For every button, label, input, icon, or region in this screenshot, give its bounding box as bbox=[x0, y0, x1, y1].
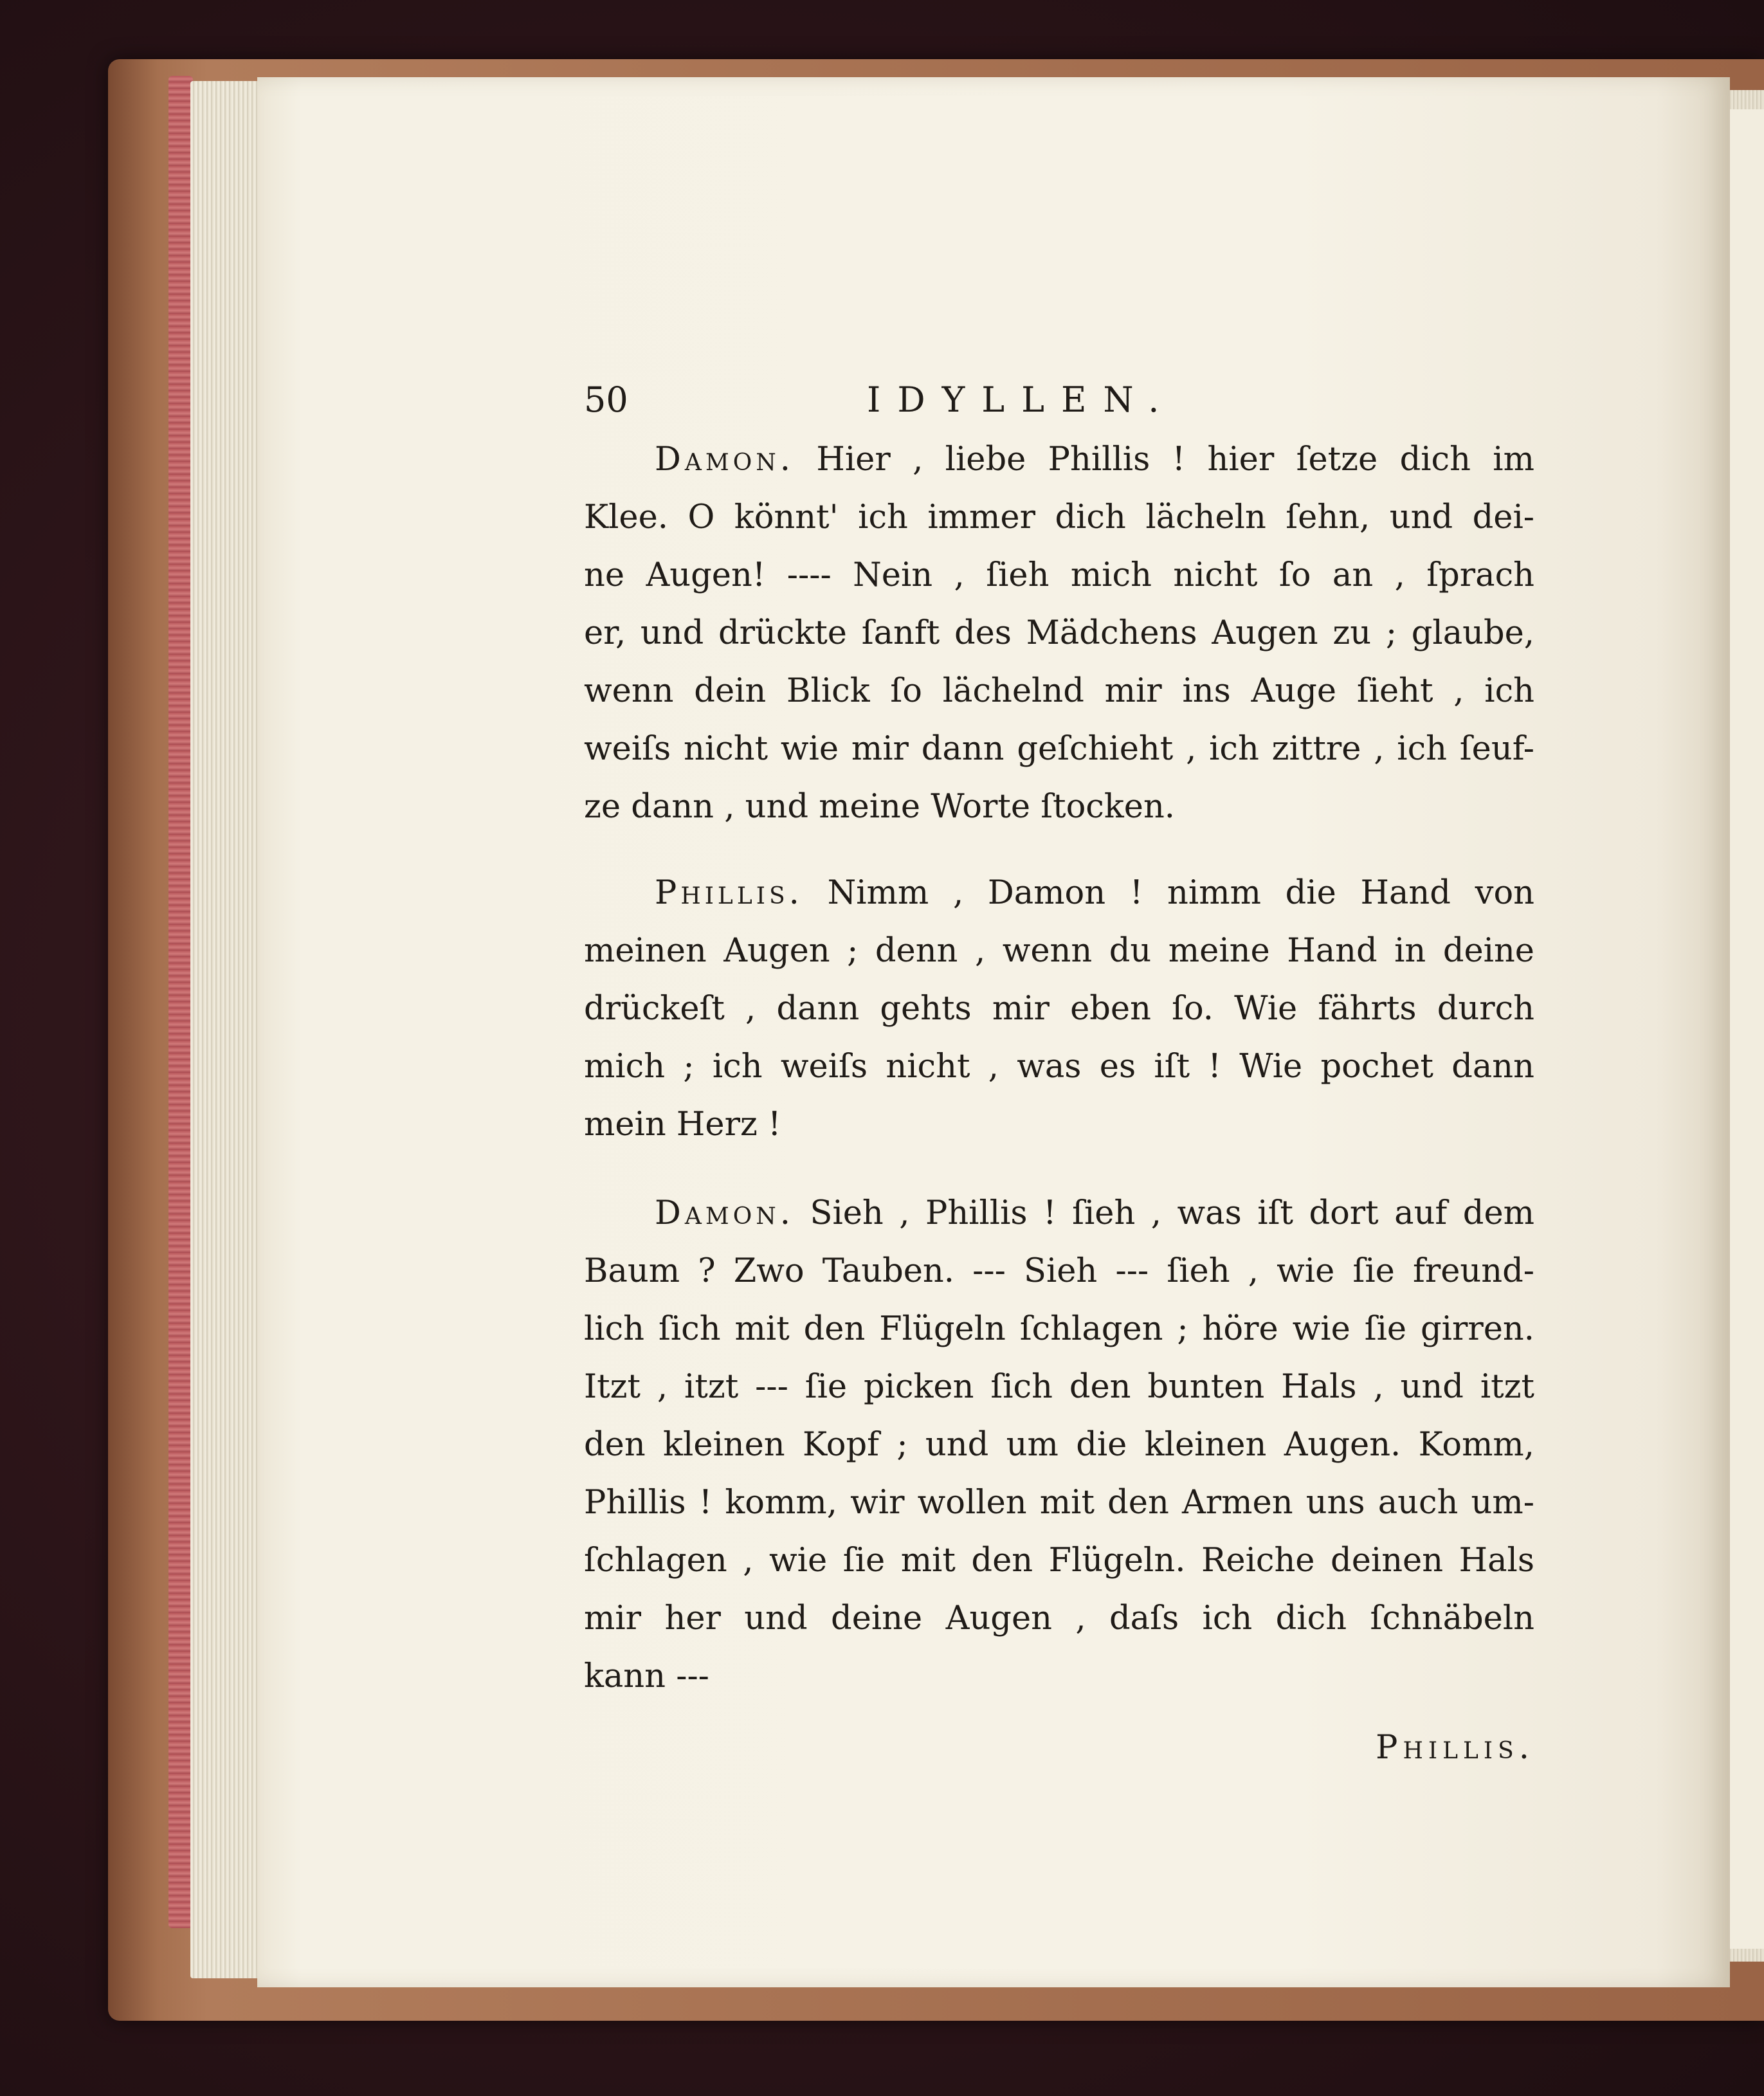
catchword: Phillis. bbox=[1376, 1729, 1534, 1767]
text-line: mein Herz ! bbox=[584, 1106, 781, 1144]
text-line: meinen Augen ; denn , wenn du meine Hand in deine bbox=[584, 932, 1534, 970]
text-line: mich ; ich weiſs nicht , was es iſt ! Wie pochet dann bbox=[584, 1048, 1534, 1086]
speaker-name: Damon. bbox=[655, 1194, 794, 1232]
text-line: den kleinen Kopf ; und um die kleinen Augen. Komm, bbox=[584, 1426, 1534, 1464]
text-line: Baum ? Zwo Tauben. --- Sieh --- ſieh , wie ſie freund- bbox=[584, 1252, 1534, 1290]
page-header bbox=[584, 379, 1534, 431]
right-page-edge bbox=[1730, 109, 1764, 1949]
running-head: IDYLLEN. bbox=[867, 379, 1176, 420]
text-line: Klee. O könnt' ich immer dich lächeln ſehn, und dei- bbox=[584, 498, 1534, 536]
paragraph-damon-2 bbox=[584, 1185, 1534, 1706]
speaker-name: Phillis. bbox=[655, 874, 803, 912]
text-line: Itzt , itzt --- ſie picken ſich den bunten Hals , und itzt bbox=[584, 1368, 1534, 1406]
text-line: Damon. Sieh , Phillis ! ſieh , was iſt dort auf dem bbox=[655, 1194, 1534, 1232]
text-line: Phillis. Nimm , Damon ! nimm die Hand von bbox=[655, 874, 1534, 912]
red-page-edge bbox=[168, 76, 193, 1928]
text-line: kann --- bbox=[584, 1657, 709, 1695]
text-line: lich ſich mit den Flügeln ſchlagen ; höre wie ſie girren. bbox=[584, 1310, 1534, 1348]
paragraph-phillis bbox=[584, 864, 1534, 1154]
text-line: ne Augen! ---- Nein , ſieh mich nicht ſo an , ſprach bbox=[584, 556, 1534, 594]
text-line: Damon. Hier , liebe Phillis ! hier ſetze dich im bbox=[655, 441, 1534, 478]
page-number: 50 bbox=[584, 379, 628, 420]
page-content bbox=[584, 379, 1534, 1767]
text-line: drückeſt , dann gehts mir eben ſo. Wie fährts durch bbox=[584, 990, 1534, 1028]
text-line: ſchlagen , wie ſie mit den Flügeln. Reiche deinen Hals bbox=[584, 1542, 1534, 1580]
speaker-name: Damon. bbox=[655, 441, 794, 478]
text-line: wenn dein Blick ſo lächelnd mir ins Auge ſieht , ich bbox=[584, 672, 1534, 710]
paragraph-damon-1 bbox=[584, 431, 1534, 836]
text-line: mir her und deine Augen , daſs ich dich ſchnäbeln bbox=[584, 1599, 1534, 1637]
text-line: Phillis ! komm, wir wollen mit den Armen uns auch um- bbox=[584, 1484, 1534, 1522]
text-line: er, und drückte ſanft des Mädchens Augen zu ; glaube, bbox=[584, 614, 1534, 652]
text-line: ze dann , und meine Worte ſtocken. bbox=[584, 788, 1175, 826]
left-page-stack bbox=[190, 81, 261, 1978]
text-line: weiſs nicht wie mir dann geſchieht , ich zittre , ich ſeuf- bbox=[584, 730, 1534, 768]
